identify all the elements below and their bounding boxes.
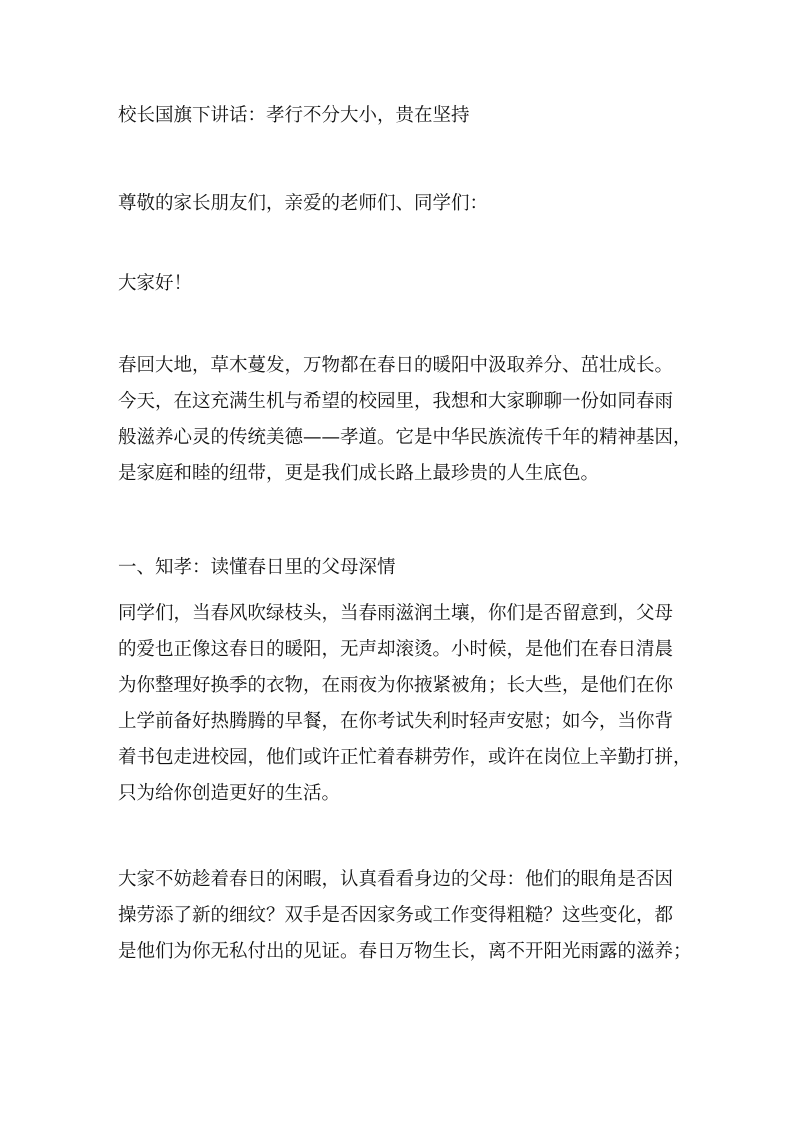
body-line: 为你整理好换季的衣物，在雨夜为你掖紧被角；长大些，是他们在你 — [118, 675, 674, 696]
body-line: 的爱也正像这春日的暖阳，无声却滚烫。小时候，是他们在春日清晨 — [118, 639, 674, 660]
intro-line: 是家庭和睦的纽带，更是我们成长路上最珍贵的人生底色。 — [118, 463, 600, 484]
body-line: 上学前备好热腾腾的早餐，在你考试失利时轻声安慰；如今，当你背 — [118, 711, 674, 732]
greeting: 大家好！ — [118, 273, 193, 294]
intro-line: 春回大地，草木蔓发，万物都在春日的暖阳中汲取养分、茁壮成长。 — [118, 355, 674, 376]
body-line: 着书包走进校园，他们或许正忙着春耕劳作，或许在岗位上辛勤打拼， — [118, 747, 692, 768]
speech-title: 校长国旗下讲话：孝行不分大小，贵在坚持 — [118, 105, 470, 126]
body-line: 大家不妨趁着春日的闲暇，认真看看身边的父母：他们的眼角是否因 — [118, 869, 674, 890]
intro-line: 般滋养心灵的传统美德——孝道。它是中华民族流传千年的精神基因， — [118, 427, 692, 448]
body-line: 同学们，当春风吹绿枝头，当春雨滋润土壤，你们是否留意到，父母 — [118, 603, 674, 624]
body-line: 操劳添了新的细纹？双手是否因家务或工作变得粗糙？这些变化，都 — [118, 905, 674, 926]
intro-line: 今天，在这充满生机与希望的校园里，我想和大家聊聊一份如同春雨 — [118, 391, 674, 412]
body-line: 是他们为你无私付出的见证。春日万物生长，离不开阳光雨露的滋养； — [118, 941, 692, 962]
section-heading: 一、知孝：读懂春日里的父母深情 — [118, 557, 396, 578]
salutation: 尊敬的家长朋友们，亲爱的老师们、同学们： — [118, 193, 489, 214]
body-line: 只为给你创造更好的生活。 — [118, 783, 341, 804]
